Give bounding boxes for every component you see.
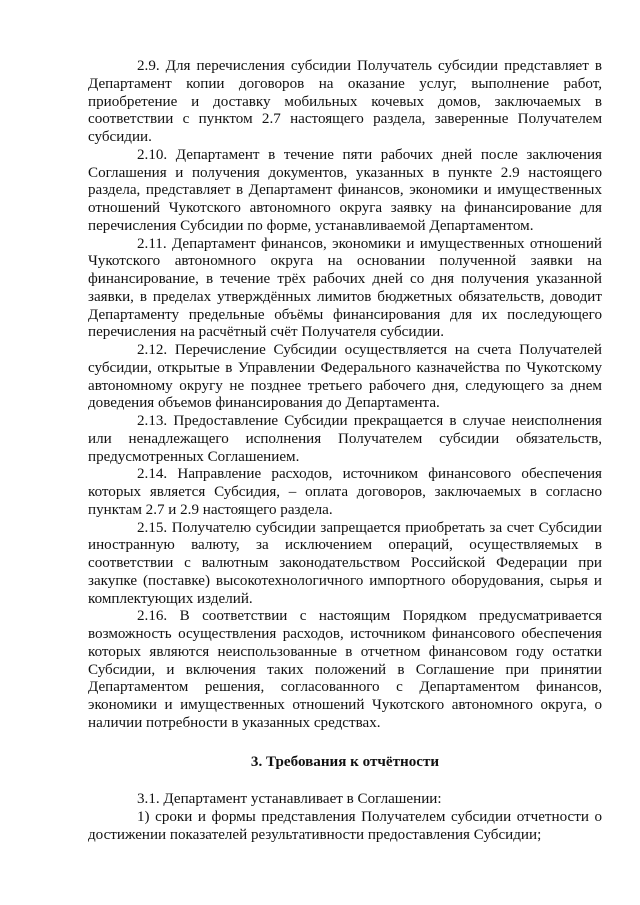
paragraph-number: 2.16. [137,608,168,625]
paragraph-number: 2.14. [137,466,168,483]
paragraph-number: 2.12. [137,342,168,358]
paragraph-2-14 [88,466,602,519]
paragraph-text: Департамент финансов, экономики и имущественных отношений Чукотского автономного округа на основании полученной заявки на финансирование, в течение трёх рабочих дней со дня получения указанной заявки, в пределах утверждённых лимитов бюджетных обязательств, доводит Департаменту предельные объёмы финансирования для их последующего перечисления на расчётный счёт Получателя субсидии. [88,235,602,341]
paragraph-number: 2.9. [137,58,160,74]
paragraph-2-16 [88,608,602,732]
paragraph-2-11 [88,236,602,343]
paragraph-2-9 [88,58,602,147]
document-page [88,58,602,845]
paragraph-text: Департамент в течение пяти рабочих дней после заключения Соглашения и получения документов, указанных в пункте 2.9 настоящего раздела, представляет в Департамент финансов, экономики и имущественных отношений Чукотского автономного округа заявку на финансирование для перечисления Субсидии по форме, устанавливаемой Департаментом. [88,146,602,234]
paragraph-text: Для перечисления субсидии Получатель субсидии представляет в Департамент копии договоров на оказание услуг, выполнение работ, приобретение и доставку мобильных кочевых домов, заключаемых в соответствии с пунктом 2.7 настоящего раздела, заверенные Получателем субсидии. [88,58,602,145]
paragraph-2-13 [88,413,602,466]
paragraph-2-15 [88,520,602,609]
paragraph-number: 2.10. [137,146,168,163]
paragraph-text: Направление расходов, источником финансового обеспечения которых является Субсидия, – оплата договоров, заключаемых в согласно пунктам 2.7 и 2.9 настоящего раздела. [88,466,602,518]
paragraph-2-10 [88,147,602,236]
paragraph-2-12 [88,342,602,413]
paragraph-text: В соответствии с настоящим Порядком предусматривается возможность осуществления расходов, источником финансового обеспечения которых являются неиспользованные в отчетном финансовом году остатки Субсидии, и включения таких положений в Соглашение при принятии Департаментом решения, согласованного с Департаментом финансов, экономики и имущественных отношений Чукотского автономного округа, о наличии потребности в указанных средствах. [88,608,602,731]
paragraph-number: 2.15. [137,519,168,536]
paragraph-3-1: 3.1. Департамент устанавливает в Соглашении: [137,791,442,808]
paragraph-3-1-item-1: 1) сроки и формы представления Получателем субсидии отчетности о достижении показателей результативности предоставления Субсидии; [88,809,602,843]
paragraph-text: Перечисление Субсидии осуществляется на счета Получателей субсидии, открытые в Управлении Федерального казначейства по Чукотскому автономному округу не позднее третьего рабочего дня, следующего за днем доведения объемов финансирования до Департамента. [88,342,602,412]
paragraph-number: 2.13. [137,413,168,429]
paragraph-text: Предоставление Субсидии прекращается в случае неисполнения или ненадлежащего исполнения Получателем субсидии обязательств, предусмотренных Соглашением. [88,413,602,465]
paragraph-text: Получателю субсидии запрещается приобретать за счет Субсидии иностранную валюту, за исключением операций, осуществляемых в соответствии с валютным законодательством Российской Федерации при закупке (поставке) высокотехнологичного импортного оборудования, сырья и комплектующих изделий. [88,519,603,607]
paragraph-number: 2.11. [137,235,167,252]
section-3-heading: 3. Требования к отчётности [250,753,440,770]
